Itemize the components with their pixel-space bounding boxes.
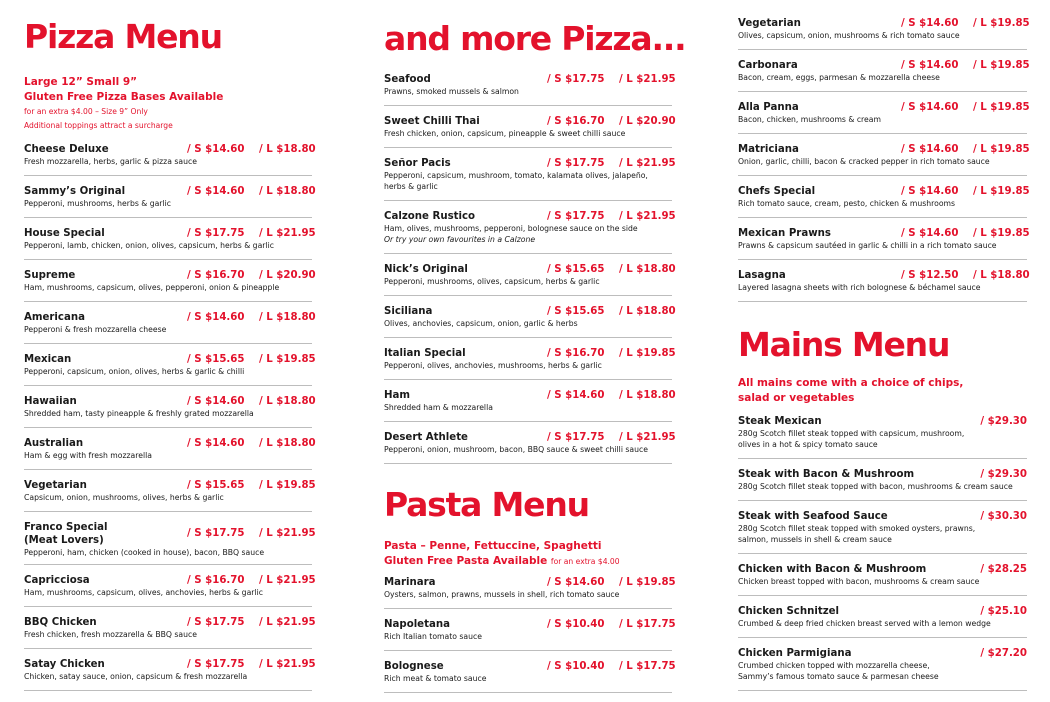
menu-item-description: Capsicum, onion, mushrooms, olives, herbs & garlic	[24, 493, 224, 502]
menu-item	[384, 258, 676, 296]
menu-item	[24, 348, 316, 386]
menu-item	[384, 342, 676, 380]
menu-item-price-small: / S $15.65	[547, 264, 605, 275]
menu-item-price-large: / L $19.85	[973, 18, 1030, 29]
menu-item-name: Siciliana	[384, 306, 433, 317]
menu-item-description: Pepperoni, onion, mushroom, bacon, BBQ sauce & sweet chilli sauce	[384, 445, 648, 454]
menu-item-name: Mexican Prawns	[738, 228, 831, 239]
menu-item	[384, 655, 676, 693]
menu-item-name: Alla Panna	[738, 102, 799, 113]
menu-item-name: Steak Mexican	[738, 416, 822, 427]
menu-item-price-large: / L $19.85	[973, 144, 1030, 155]
menu-item-name: Satay Chicken	[24, 659, 105, 670]
menu-item-description: Fresh chicken, onion, capsicum, pineapple & sweet chilli sauce	[384, 129, 626, 138]
gluten-free-bases: Gluten Free Pizza Bases Available	[24, 91, 224, 103]
menu-item-description: Ham, mushrooms, capsicum, olives, anchovies, herbs & garlic	[24, 588, 263, 597]
menu-item-name: Calzone Rustico	[384, 211, 476, 222]
menu-item-description-line2: Sammy’s famous tomato sauce & parmesan cheese	[738, 672, 939, 681]
menu-item-description: Prawns & capsicum sautéed in garlic & chilli in a rich tomato sauce	[738, 241, 997, 250]
menu-item-description: Pepperoni, mushrooms, olives, capsicum, herbs & garlic	[384, 277, 600, 286]
menu-item-name: Chicken Schnitzel	[738, 606, 840, 617]
menu-item-description-line2: salmon, mussels in shell & cream sauce	[738, 535, 892, 544]
menu-item-description-line2: herbs & garlic	[384, 182, 438, 191]
menu-item-price-large: / L $20.90	[619, 116, 676, 127]
menu-item-price-large: / L $19.85	[973, 186, 1030, 197]
menu-item-description: Crumbed & deep fried chicken breast served with a lemon wedge	[738, 619, 991, 628]
menu-item-price-small: / S $15.65	[547, 306, 605, 317]
menu-item-price-small: / S $14.60	[901, 18, 959, 29]
menu-item-name: Cheese Deluxe	[24, 144, 109, 155]
mains-note-line2: salad or vegetables	[738, 392, 855, 404]
menu-item-name: Lasagna	[738, 270, 786, 281]
menu-item-name: Steak with Seafood Sauce	[738, 511, 888, 522]
menu-item-name: House Special	[24, 228, 105, 239]
menu-item	[24, 516, 316, 565]
menu-item-price-small: / S $14.60	[901, 102, 959, 113]
menu-item-price-large: / L $17.75	[619, 661, 676, 672]
menu-item-description: Chicken breast topped with bacon, mushrooms & cream sauce	[738, 577, 980, 586]
menu-item-price-large: / L $21.95	[619, 74, 676, 85]
menu-item-price-large: / L $18.80	[619, 306, 676, 317]
menu-item-name: BBQ Chicken	[24, 617, 97, 628]
menu-item	[24, 306, 316, 344]
menu-item-description: Ham, mushrooms, capsicum, olives, pepperoni, onion & pineapple	[24, 283, 280, 292]
menu-item-price-large: / L $18.80	[259, 396, 316, 407]
menu-item-price: / $30.30	[980, 511, 1027, 522]
menu-item-description: Pepperoni, olives, anchovies, mushrooms, herbs & garlic	[384, 361, 602, 370]
menu-item	[24, 390, 316, 428]
menu-item-name: Nick’s Original	[384, 264, 468, 275]
menu-item-price-large: / L $19.85	[259, 354, 316, 365]
menu-item-price-large: / L $19.85	[619, 348, 676, 359]
menu-item-description: Layered lasagna sheets with rich bolognese & béchamel sauce	[738, 283, 981, 292]
pasta-mains-column	[738, 0, 1030, 702]
menu-item-description: Ham & egg with fresh mozzarella	[24, 451, 152, 460]
menu-item	[738, 96, 1030, 134]
menu-item-price-small: / S $17.75	[547, 158, 605, 169]
menu-item-name-line2: (Meat Lovers)	[24, 535, 104, 546]
menu-item	[738, 600, 1027, 638]
menu-item-name: Vegetarian	[738, 18, 801, 29]
menu-item-description: Rich Italian tomato sauce	[384, 632, 482, 641]
menu-item-name: Seafood	[384, 74, 431, 85]
gluten-free-pasta-note: for an extra $4.00	[550, 557, 620, 566]
menu-item-price-small: / S $14.60	[187, 396, 245, 407]
menu-item-name: Napoletana	[384, 619, 450, 630]
menu-item-price-small: / S $14.60	[187, 186, 245, 197]
menu-item-price-large: / L $21.95	[259, 659, 316, 670]
toppings-note: Additional toppings attract a surcharge	[24, 121, 173, 130]
menu-item-price-small: / S $14.60	[901, 228, 959, 239]
pizza-menu-column	[24, 0, 316, 702]
menu-item-name: Australian	[24, 438, 84, 449]
menu-item	[24, 569, 316, 607]
menu-item	[384, 152, 676, 201]
menu-item-price-small: / S $14.60	[901, 60, 959, 71]
pizza-list	[24, 138, 316, 695]
menu-item-price-large: / L $18.80	[259, 438, 316, 449]
menu-item-description: Pepperoni & fresh mozzarella cheese	[24, 325, 167, 334]
mains-note-line1: All mains come with a choice of chips,	[738, 377, 964, 389]
menu-item	[738, 12, 1030, 50]
menu-item-description: Shredded ham & mozzarella	[384, 403, 493, 412]
menu-item	[384, 613, 676, 651]
menu-item-price-small: / S $14.60	[187, 144, 245, 155]
menu-item-price-large: / L $21.95	[619, 211, 676, 222]
menu-item-description: Bacon, chicken, mushrooms & cream	[738, 115, 881, 124]
menu-item-name: Sammy’s Original	[24, 186, 126, 197]
menu-item-price-large: / L $19.85	[973, 102, 1030, 113]
menu-item-name: Marinara	[384, 577, 436, 588]
menu-item-description: 280g Scotch fillet steak topped with smoked oysters, prawns,	[738, 524, 976, 533]
menu-item	[738, 222, 1030, 260]
menu-item-name: Señor Pacis	[384, 158, 451, 169]
menu-item	[384, 300, 676, 338]
pasta-types: Pasta – Penne, Fettuccine, Spaghetti	[384, 540, 602, 552]
menu-item-price-small: / S $10.40	[547, 661, 605, 672]
menu-item	[738, 410, 1027, 459]
menu-item-price-large: / L $18.80	[259, 144, 316, 155]
menu-item-price-small: / S $14.60	[547, 577, 605, 588]
pizza-menu-title: Pizza Menu	[24, 17, 222, 56]
pasta-list	[384, 571, 676, 697]
menu-item-description: Bacon, cream, eggs, parmesan & mozzarella cheese	[738, 73, 940, 82]
gluten-free-note: for an extra $4.00 – Size 9” Only	[24, 107, 148, 116]
menu-item	[738, 54, 1030, 92]
menu-item	[738, 264, 1030, 302]
menu-item-description: 280g Scotch fillet steak topped with capsicum, mushroom,	[738, 429, 965, 438]
menu-item	[24, 138, 316, 176]
menu-item-name: Sweet Chilli Thai	[384, 116, 480, 127]
menu-item-description: 280g Scotch fillet steak topped with bacon, mushrooms & cream sauce	[738, 482, 1013, 491]
menu-item-price-small: / S $16.70	[187, 270, 245, 281]
menu-item-price: / $27.20	[980, 648, 1027, 659]
menu-item-description: Oysters, salmon, prawns, mussels in shell, rich tomato sauce	[384, 590, 620, 599]
menu-item	[24, 611, 316, 649]
menu-item-price-small: / S $17.75	[547, 432, 605, 443]
menu-item-name: Supreme	[24, 270, 76, 281]
menu-item-price-large: / L $17.75	[619, 619, 676, 630]
menu-item	[738, 642, 1027, 691]
menu-item-price-large: / L $21.95	[619, 432, 676, 443]
menu-item-price: / $28.25	[980, 564, 1027, 575]
menu-item	[738, 463, 1027, 501]
menu-item-description-line2: olives in a hot & spicy tomato sauce	[738, 440, 878, 449]
menu-item	[24, 432, 316, 470]
menu-item	[738, 505, 1027, 554]
menu-item	[24, 222, 316, 260]
menu-item-price-small: / S $14.60	[187, 438, 245, 449]
menu-item-price-small: / S $14.60	[901, 186, 959, 197]
menu-item-price-large: / L $20.90	[259, 270, 316, 281]
more-pizza-list	[384, 68, 676, 468]
menu-item-price-large: / L $19.85	[259, 480, 316, 491]
menu-item-price-small: / S $15.65	[187, 354, 245, 365]
mains-menu-title: Mains Menu	[738, 325, 950, 364]
menu-item-name: Desert Athlete	[384, 432, 468, 443]
menu-item-price-large: / L $21.95	[259, 228, 316, 239]
pasta-menu-title: Pasta Menu	[384, 485, 589, 524]
menu-item	[384, 384, 676, 422]
mains-list	[738, 410, 1027, 695]
menu-item-price-large: / L $18.80	[259, 186, 316, 197]
menu-item-description: Ham, olives, mushrooms, pepperoni, bolognese sauce on the side	[384, 224, 638, 233]
menu-item	[738, 138, 1030, 176]
menu-item-price-large: / L $19.85	[973, 60, 1030, 71]
menu-item-price-small: / S $17.75	[547, 74, 605, 85]
menu-item-price-large: / L $18.80	[619, 390, 676, 401]
menu-item-description: Rich meat & tomato sauce	[384, 674, 487, 683]
menu-item	[24, 653, 316, 691]
menu-item-price-small: / S $12.50	[901, 270, 959, 281]
menu-item-price-small: / S $14.60	[547, 390, 605, 401]
menu-item	[738, 180, 1030, 218]
menu-item-name: Bolognese	[384, 661, 444, 672]
menu-item-name: Chicken Parmigiana	[738, 648, 852, 659]
menu-item-price-small: / S $14.60	[187, 312, 245, 323]
menu-item-price-small: / S $17.75	[187, 228, 245, 239]
menu-item-description: Pepperoni, mushrooms, herbs & garlic	[24, 199, 171, 208]
menu-item-price-small: / S $14.60	[901, 144, 959, 155]
pasta-list-continued	[738, 12, 1030, 306]
menu-item-price-small: / S $15.65	[187, 480, 245, 491]
menu-item-name: Capricciosa	[24, 575, 90, 586]
menu-item-price-small: / S $17.75	[547, 211, 605, 222]
menu-item-description: Pepperoni, capsicum, mushroom, tomato, kalamata olives, jalapeño,	[384, 171, 648, 180]
menu-item-description: Olives, anchovies, capsicum, onion, garlic & herbs	[384, 319, 578, 328]
menu-item-description: Rich tomato sauce, cream, pesto, chicken & mushrooms	[738, 199, 956, 208]
menu-item-description: Pepperoni, ham, chicken (cooked in house), bacon, BBQ sauce	[24, 548, 265, 557]
menu-item-price-large: / L $21.95	[619, 158, 676, 169]
pizza-sizes: Large 12” Small 9”	[24, 76, 138, 88]
menu-item-name: Chefs Special	[738, 186, 816, 197]
menu-item-name: Americana	[24, 312, 85, 323]
menu-item	[384, 571, 676, 609]
menu-item-name: Mexican	[24, 354, 72, 365]
menu-item-name: Matriciana	[738, 144, 799, 155]
menu-item-description: Pepperoni, capsicum, onion, olives, herbs & garlic & chilli	[24, 367, 245, 376]
menu-item-price-small: / S $17.75	[187, 617, 245, 628]
menu-item-description: Shredded ham, tasty pineapple & freshly grated mozzarella	[24, 409, 254, 418]
menu-item-price-small: / S $16.70	[547, 116, 605, 127]
menu-item-name: Chicken with Bacon & Mushroom	[738, 564, 927, 575]
menu-item-price-small: / S $16.70	[547, 348, 605, 359]
menu-item-price-large: / L $21.95	[259, 575, 316, 586]
menu-item-price-large: / L $19.85	[619, 577, 676, 588]
menu-item-price-large: / L $19.85	[973, 228, 1030, 239]
menu-item-price-small: / S $10.40	[547, 619, 605, 630]
menu-item-description: Chicken, satay sauce, onion, capsicum & fresh mozzarella	[24, 672, 248, 681]
menu-item-name: Vegetarian	[24, 480, 87, 491]
menu-item	[24, 474, 316, 512]
menu-item-price-small: / S $17.75	[187, 659, 245, 670]
menu-item	[384, 110, 676, 148]
menu-item-price: / $25.10	[980, 606, 1027, 617]
more-pizza-title: and more Pizza...	[384, 19, 686, 58]
menu-item-price-large: / L $21.95	[259, 528, 316, 539]
menu-item	[24, 180, 316, 218]
more-pizza-column	[384, 0, 686, 702]
menu-item-name: Carbonara	[738, 60, 798, 71]
menu-item-price-large: / L $18.80	[619, 264, 676, 275]
menu-item-description: Prawns, smoked mussels & salmon	[384, 87, 519, 96]
menu-item	[384, 205, 676, 254]
menu-item-name: Italian Special	[384, 348, 466, 359]
gluten-free-pasta: Gluten Free Pasta Available	[384, 555, 548, 567]
menu-item-price: / $29.30	[980, 469, 1027, 480]
menu-item-description: Fresh chicken, fresh mozzarella & BBQ sauce	[24, 630, 197, 639]
menu-item	[384, 68, 676, 106]
menu-item	[24, 264, 316, 302]
menu-item	[738, 558, 1027, 596]
menu-item-price-large: / L $21.95	[259, 617, 316, 628]
menu-item-name: Franco Special	[24, 522, 108, 533]
menu-item-price-large: / L $18.80	[259, 312, 316, 323]
menu-item-name: Hawaiian	[24, 396, 77, 407]
menu-item-description: Olives, capsicum, onion, mushrooms & rich tomato sauce	[738, 31, 960, 40]
menu-item-description: Crumbed chicken topped with mozzarella cheese,	[738, 661, 930, 670]
menu-item	[384, 426, 676, 464]
menu-item-description: Pepperoni, lamb, chicken, onion, olives, capsicum, herbs & garlic	[24, 241, 274, 250]
menu-item-price-large: / L $18.80	[973, 270, 1030, 281]
menu-item-description-italic: Or try your own favourites in a Calzone	[384, 235, 536, 244]
menu-item-price-small: / S $16.70	[187, 575, 245, 586]
menu-item-description: Fresh mozzarella, herbs, garlic & pizza sauce	[24, 157, 197, 166]
menu-item-price-small: / S $17.75	[187, 528, 245, 539]
menu-item-name: Steak with Bacon & Mushroom	[738, 469, 915, 480]
menu-item-description: Onion, garlic, chilli, bacon & cracked pepper in rich tomato sauce	[738, 157, 990, 166]
menu-item-name: Ham	[384, 390, 411, 401]
menu-item-price: / $29.30	[980, 416, 1027, 427]
